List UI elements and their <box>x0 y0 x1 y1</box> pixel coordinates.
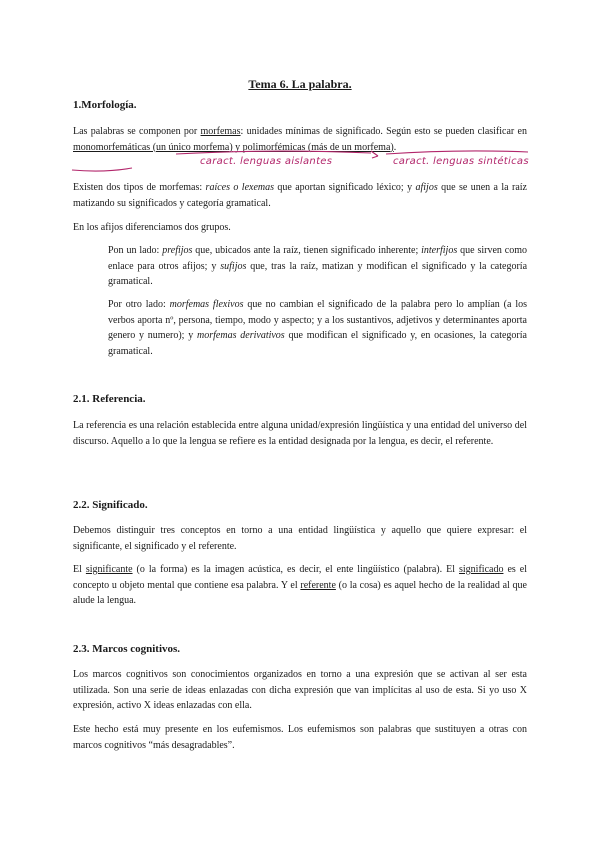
term-prefijos: prefijos <box>162 245 193 256</box>
term-morfemas: morfemas <box>200 126 241 137</box>
term-sufijos: sufijos <box>220 260 247 272</box>
paragraph-referencia: La referencia es una relación establecida entre alguna unidad/expresión lingüística y una entidad del universo del discurso. Aquello a lo que la lengua se refiere es la entidad designada por la lengua, es decir, el referente. <box>73 420 527 447</box>
heading-significado: 2.2. Significado. <box>73 499 148 511</box>
handwritten-note-sinteticas: caract. lenguas sintéticas <box>393 156 529 167</box>
heading-marcos: 2.3. Marcos cognitivos. <box>73 643 181 655</box>
text-span: que, tras la raíz, matizan y modifican el significado y la categoría gramatical. <box>108 260 528 287</box>
term-polimorfemicas: polimorfémicas (más de un morfema) <box>242 141 394 153</box>
term-referente: referente <box>300 579 336 591</box>
paragraph-eufemismos: Este hecho está muy presente en los eufemismos. Los eufemismos son palabras que sustituyen a otras con marcos cognitivos “más desagradables”. <box>73 724 527 751</box>
text-span: que aportan significado léxico; y <box>274 182 416 193</box>
term-flexivos: morfemas flexivos <box>169 299 244 310</box>
term-derivativos: morfemas derivativos <box>197 330 285 341</box>
paragraph-prefijos <box>108 243 527 290</box>
paragraph-significante <box>73 562 527 609</box>
paragraph-morfemas <box>73 124 527 155</box>
text-span: (o la forma) es la imagen acústica, es decir, el ente lingüístico (palabra). El <box>132 564 460 575</box>
text-span: que se unen a la raíz matizando su significados y categoría gramatical. <box>73 182 527 209</box>
text-span: . <box>393 141 397 153</box>
paragraph-conceptos: Debemos distinguir tres conceptos en torno a una entidad lingüística y aquello que quiere expresar: el significante, el significado y el referente. <box>73 525 527 552</box>
paragraph-marcos: Los marcos cognitivos son conocimientos organizados en torno a una expresión que se activan al ser esta utilizada. Son una serie de ideas enlazadas con dicha expresión que van implícitas al uso de esta. Si yo uso X expresión, activo X ideas enlazadas con ella. <box>73 669 527 711</box>
text-span: El <box>73 564 86 575</box>
term-monomorfematicas: monomorfemáticas (un único morfema) <box>73 141 233 153</box>
handwritten-note-aislantes: caract. lenguas aislantes <box>200 156 333 167</box>
text-span: (o la cosa) es aquel hecho de la realidad al que alude la lengua. <box>73 579 527 606</box>
text-span: Existen dos tipos de morfemas: <box>73 182 206 193</box>
ink-underline-morfema <box>72 168 132 171</box>
term-significado: significado <box>459 564 504 575</box>
text-span: : unidades mínimas de significado. Según esto se pueden clasificar en <box>240 126 527 137</box>
heading-referencia: 2.1. Referencia. <box>73 393 146 405</box>
text-span: es el concepto u objeto mental que contiene esa palabra. Y el <box>73 564 528 591</box>
heading-morfologia: 1.Morfología. <box>73 99 137 111</box>
paragraph-afijos: En los afijos diferenciamos dos grupos. <box>73 222 231 233</box>
term-afijos: afijos <box>415 182 438 193</box>
text-span: que modifican el significado y, en ocasiones, la categoría gramatical. <box>108 330 527 357</box>
term-significante: significante <box>85 564 133 575</box>
text-span: que no cambian el significado de la palabra pero lo amplían (a los verbos aporta nº, persona, tiempo, modo y aspecto; y a los sustantivos, adjetivos y determinantes aporta genero y numero); y <box>108 299 527 341</box>
paragraph-tipos-morfemas <box>73 180 527 211</box>
page-title: Tema 6. La palabra. <box>248 77 352 91</box>
text-span: Las palabras se componen por <box>73 126 201 137</box>
text-span: Por otro lado: <box>108 299 170 310</box>
text-span: que, ubicados ante la raíz, tienen significado inherente; <box>192 245 422 256</box>
text-span: Pon un lado: <box>108 245 163 256</box>
paragraph-flexivos <box>108 297 527 359</box>
text-span: y <box>232 141 243 153</box>
text-span: que sirven como enlace para otros afijos; y <box>108 245 527 272</box>
term-raices: raíces o lexemas <box>205 182 274 193</box>
term-interfijos: interfijos <box>421 245 458 256</box>
